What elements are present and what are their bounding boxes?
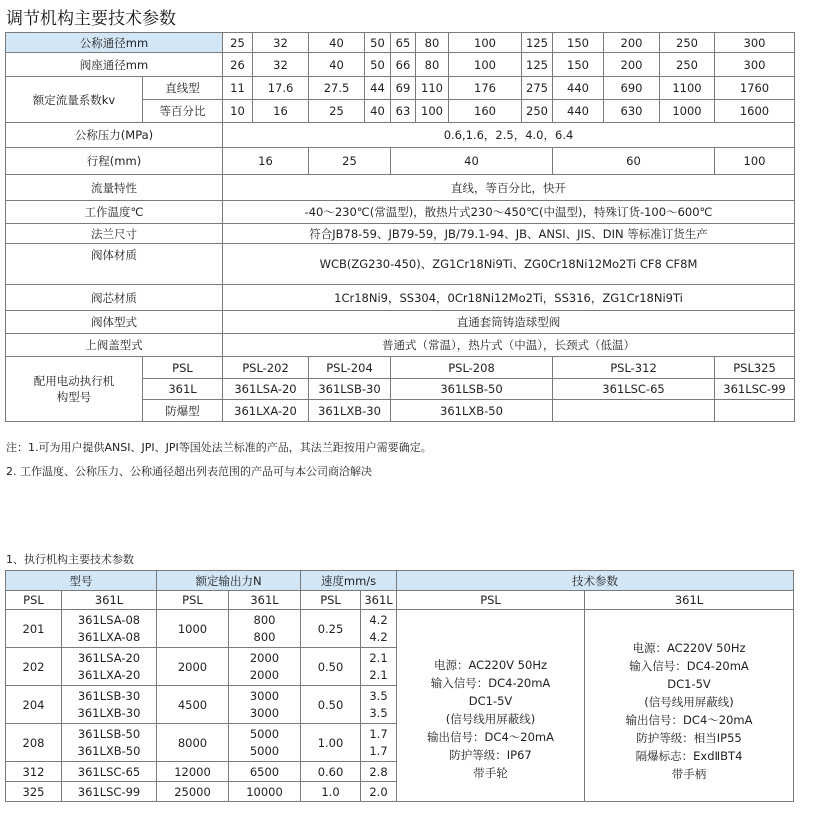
cell: 1600 (715, 100, 795, 123)
flow-label: 流量特性 (6, 175, 223, 201)
text: 输出信号：DC4～20mA (427, 729, 554, 744)
cell: 16 (253, 100, 309, 123)
bonnet-row (6, 334, 795, 357)
cell: PSL (157, 591, 229, 610)
cell: 27.5 (309, 77, 365, 100)
dn-row (6, 33, 795, 53)
cell: 0.50 (301, 686, 361, 724)
bonnet-value: 普通式（常温），热片式（中温），长颈式（低温） (223, 334, 795, 357)
act-row-psl (6, 357, 795, 379)
text: 带手柄 (671, 766, 707, 781)
cell: PSL (143, 357, 223, 379)
cell: 60 (553, 148, 715, 175)
cell: 150 (553, 53, 604, 77)
cell: 80 (416, 33, 449, 53)
cell: 361LSB-50 (391, 379, 553, 400)
text: 防护等级：IP67 (449, 747, 532, 762)
cell: 100 (449, 33, 522, 53)
text: 3.5 (369, 705, 388, 720)
pn-row (6, 123, 795, 148)
cell: 150 (553, 33, 604, 53)
text: 361LXB-50 (77, 743, 141, 758)
text: 3000 (249, 705, 280, 720)
temp-value: -40～230℃(常温型)，散热片式230～450℃(中温型)，特殊订货-100～600℃ (223, 201, 795, 224)
cell: 201 (6, 610, 62, 648)
cell: 25000 (157, 782, 229, 802)
text: 2.1 (369, 650, 388, 665)
cell: 16 (223, 148, 309, 175)
flange-row (6, 224, 795, 244)
text: 800 (253, 629, 276, 644)
t2-subheader-row (6, 591, 794, 610)
cell: 125 (522, 53, 553, 77)
cell: 100 (416, 100, 449, 123)
core-row (6, 285, 795, 311)
cell (229, 648, 301, 686)
temp-row (6, 201, 795, 224)
flow-value: 直线，等百分比，快开 (223, 175, 795, 201)
cell: 361LSC-99 (715, 379, 795, 400)
cell: 110 (416, 77, 449, 100)
text: 1.7 (369, 726, 388, 741)
cell: 208 (6, 724, 62, 762)
cell: 50 (365, 53, 391, 77)
cell: 440 (553, 77, 604, 100)
cell (62, 724, 157, 762)
cell: 1760 (715, 77, 795, 100)
cell: 32 (253, 53, 309, 77)
cell: 361L (361, 591, 397, 610)
cell: 325 (6, 782, 62, 802)
actuator-spec-table (5, 570, 794, 802)
cell: PSL (6, 591, 62, 610)
cell (361, 724, 397, 762)
cell (62, 610, 157, 648)
cell: 361LXA-20 (223, 400, 309, 422)
cell (229, 724, 301, 762)
cell (553, 400, 715, 422)
temp-label: 工作温度℃ (6, 201, 223, 224)
cell: PSL-202 (223, 357, 309, 379)
cell: 200 (604, 33, 660, 53)
cell: 26 (223, 53, 253, 77)
text: 361LXB-30 (77, 705, 141, 720)
cell: 2000 (157, 648, 229, 686)
cell: 361LSC-65 (553, 379, 715, 400)
cell: 361L (585, 591, 794, 610)
text: 361LSA-20 (77, 650, 141, 665)
text: (信号线用屏蔽线) (445, 711, 536, 726)
bodytype-row (6, 311, 795, 334)
cell: 40 (309, 53, 365, 77)
cell: 69 (391, 77, 416, 100)
h-model: 型号 (6, 571, 157, 591)
cell: 300 (715, 53, 795, 77)
cell (62, 686, 157, 724)
cell: 125 (522, 33, 553, 53)
cell: 690 (604, 77, 660, 100)
bodytype-label: 阀体型式 (6, 311, 223, 334)
body-label: 阀体材质 (6, 244, 223, 285)
cell: 1100 (660, 77, 715, 100)
text: 800 (253, 612, 276, 627)
h-speed: 速度mm/s (301, 571, 397, 591)
dn-label: 公称通径mm (6, 33, 223, 53)
cell: 630 (604, 100, 660, 123)
body-row (6, 244, 795, 285)
note-2: 2. 工作温度、公称压力、公称通径超出列表范围的产品可与本公司商洽解决 (6, 465, 372, 478)
cell: 250 (660, 33, 715, 53)
flow-row (6, 175, 795, 201)
text: 5000 (249, 743, 280, 758)
cell: 2.8 (361, 762, 397, 782)
text: DC1-5V (468, 693, 513, 708)
seat-label: 阀座通径mm (6, 53, 223, 77)
cell: 361L (62, 591, 157, 610)
page-title: 调节机构主要技术参数 (6, 9, 176, 29)
text: 4.2 (369, 629, 388, 644)
seat-row (6, 53, 795, 77)
cell: 361L (143, 379, 223, 400)
cell: 25 (223, 33, 253, 53)
cell: 25 (309, 100, 365, 123)
text: 5000 (249, 726, 280, 741)
cell: 0.60 (301, 762, 361, 782)
text: 361LSA-08 (77, 612, 141, 627)
cell: 176 (449, 77, 522, 100)
actuator-section-title: 1、执行机构主要技术参数 (6, 553, 134, 566)
cell: 11 (223, 77, 253, 100)
text: 3.5 (369, 688, 388, 703)
cell: 40 (365, 100, 391, 123)
cell: 100 (715, 148, 795, 175)
cell: 8000 (157, 724, 229, 762)
cell: 361LXB-50 (391, 400, 553, 422)
text: 1.7 (369, 743, 388, 758)
cell (229, 686, 301, 724)
text: 361LSB-50 (77, 726, 141, 741)
kv-equal-label: 等百分比 (143, 100, 223, 123)
valve-spec-table (5, 32, 795, 422)
cell: 25 (309, 148, 391, 175)
cell: 防爆型 (143, 400, 223, 422)
cell: 65 (391, 33, 416, 53)
t2-header-row (6, 571, 794, 591)
cell: 312 (6, 762, 62, 782)
text: 电源：AC220V 50Hz (632, 640, 746, 655)
cell: 361LSC-65 (62, 762, 157, 782)
cell: PSL (301, 591, 361, 610)
cell (229, 610, 301, 648)
cell: 1000 (157, 610, 229, 648)
cell: PSL325 (715, 357, 795, 379)
cell: 100 (449, 53, 522, 77)
text: 防护等级：相当IP55 (636, 730, 742, 745)
text: 3000 (249, 688, 280, 703)
flange-label: 法兰尺寸 (6, 224, 223, 244)
text: 4.2 (369, 612, 388, 627)
cell (361, 648, 397, 686)
core-label: 阀芯材质 (6, 285, 223, 311)
cell: 1.00 (301, 724, 361, 762)
note-1: 注：1.可为用户提供ANSI、JPI、JPI等国处法兰标准的产品，其法兰距按用户需要确定。 (6, 441, 432, 454)
cell (361, 610, 397, 648)
text: 输入信号：DC4-20mA (629, 658, 749, 673)
cell: 0.25 (301, 610, 361, 648)
kv-linear-row (6, 77, 795, 100)
text: 隔爆标志：ExdⅡBT4 (635, 748, 743, 763)
cell: 204 (6, 686, 62, 724)
cell: 300 (715, 33, 795, 53)
cell: PSL-312 (553, 357, 715, 379)
cell: 10000 (229, 782, 301, 802)
cell: 0.50 (301, 648, 361, 686)
cell: 40 (391, 148, 553, 175)
cell (715, 400, 795, 422)
cell: 50 (365, 33, 391, 53)
cell: 160 (449, 100, 522, 123)
cell: 66 (391, 53, 416, 77)
cell: 200 (604, 53, 660, 77)
h-force: 额定输出力N (157, 571, 301, 591)
text: 361LXA-20 (77, 667, 141, 682)
text: 361LXA-08 (77, 629, 141, 644)
cell: 250 (660, 53, 715, 77)
cell: PSL (397, 591, 585, 610)
cell: 32 (253, 33, 309, 53)
cell: 12000 (157, 762, 229, 782)
stroke-label: 行程(mm) (6, 148, 223, 175)
cell: 6500 (229, 762, 301, 782)
cell: PSL-204 (309, 357, 391, 379)
cell: 361L (229, 591, 301, 610)
text: 输入信号：DC4-20mA (430, 675, 551, 690)
cell: 4500 (157, 686, 229, 724)
text: 电源：AC220V 50Hz (434, 657, 547, 672)
cell: 1000 (660, 100, 715, 123)
cell: 1.0 (301, 782, 361, 802)
text: 2.1 (369, 667, 388, 682)
text: 2000 (249, 650, 280, 665)
cell: PSL-208 (391, 357, 553, 379)
text: 2000 (249, 667, 280, 682)
text: DC1-5V (667, 676, 711, 691)
text: 带手轮 (473, 765, 508, 780)
cell: 80 (416, 53, 449, 77)
text: 361LSB-30 (77, 688, 141, 703)
kv-label: 额定流量系数kv (6, 77, 143, 123)
pn-value: 0.6,1.6，2.5，4.0，6.4 (223, 123, 795, 148)
bonnet-label: 上阀盖型式 (6, 334, 223, 357)
cell: 361LSB-30 (309, 379, 391, 400)
stroke-row (6, 148, 795, 175)
cell: 275 (522, 77, 553, 100)
text: (信号线用屏蔽线) (644, 694, 734, 709)
act-label: 配用电动执行机构型号 (6, 357, 143, 422)
cell: 250 (522, 100, 553, 123)
core-value: 1Cr18Ni9，SS304，0Cr18Ni12Mo2Ti，SS316，ZG1Cr18Ni9Ti (223, 285, 795, 311)
cell (361, 686, 397, 724)
flange-value: 符合JB78-59、JB79-59，JB/79.1-94、JB、ANSI、JIS、DIN 等标准订货生产 (223, 224, 795, 244)
cell: 44 (365, 77, 391, 100)
tech-361l-cell (585, 610, 794, 802)
cell: 202 (6, 648, 62, 686)
cell: 2.0 (361, 782, 397, 802)
body-value: WCB(ZG230-450)、ZG1Cr18Ni9Ti、ZG0Cr18Ni12Mo2Ti CF8 CF8M (223, 244, 795, 285)
cell (62, 648, 157, 686)
h-tech: 技术参数 (397, 571, 794, 591)
cell: 17.6 (253, 77, 309, 100)
table-row (6, 610, 794, 648)
cell: 361LSC-99 (62, 782, 157, 802)
cell: 10 (223, 100, 253, 123)
kv-linear-label: 直线型 (143, 77, 223, 100)
text: 输出信号：DC4～20mA (625, 712, 753, 727)
bodytype-value: 直通套筒铸造球型阀 (223, 311, 795, 334)
cell: 361LXB-30 (309, 400, 391, 422)
cell: 440 (553, 100, 604, 123)
cell: 361LSA-20 (223, 379, 309, 400)
pn-label: 公称压力(MPa) (6, 123, 223, 148)
tech-psl-cell (397, 610, 585, 802)
cell: 63 (391, 100, 416, 123)
cell: 40 (309, 33, 365, 53)
